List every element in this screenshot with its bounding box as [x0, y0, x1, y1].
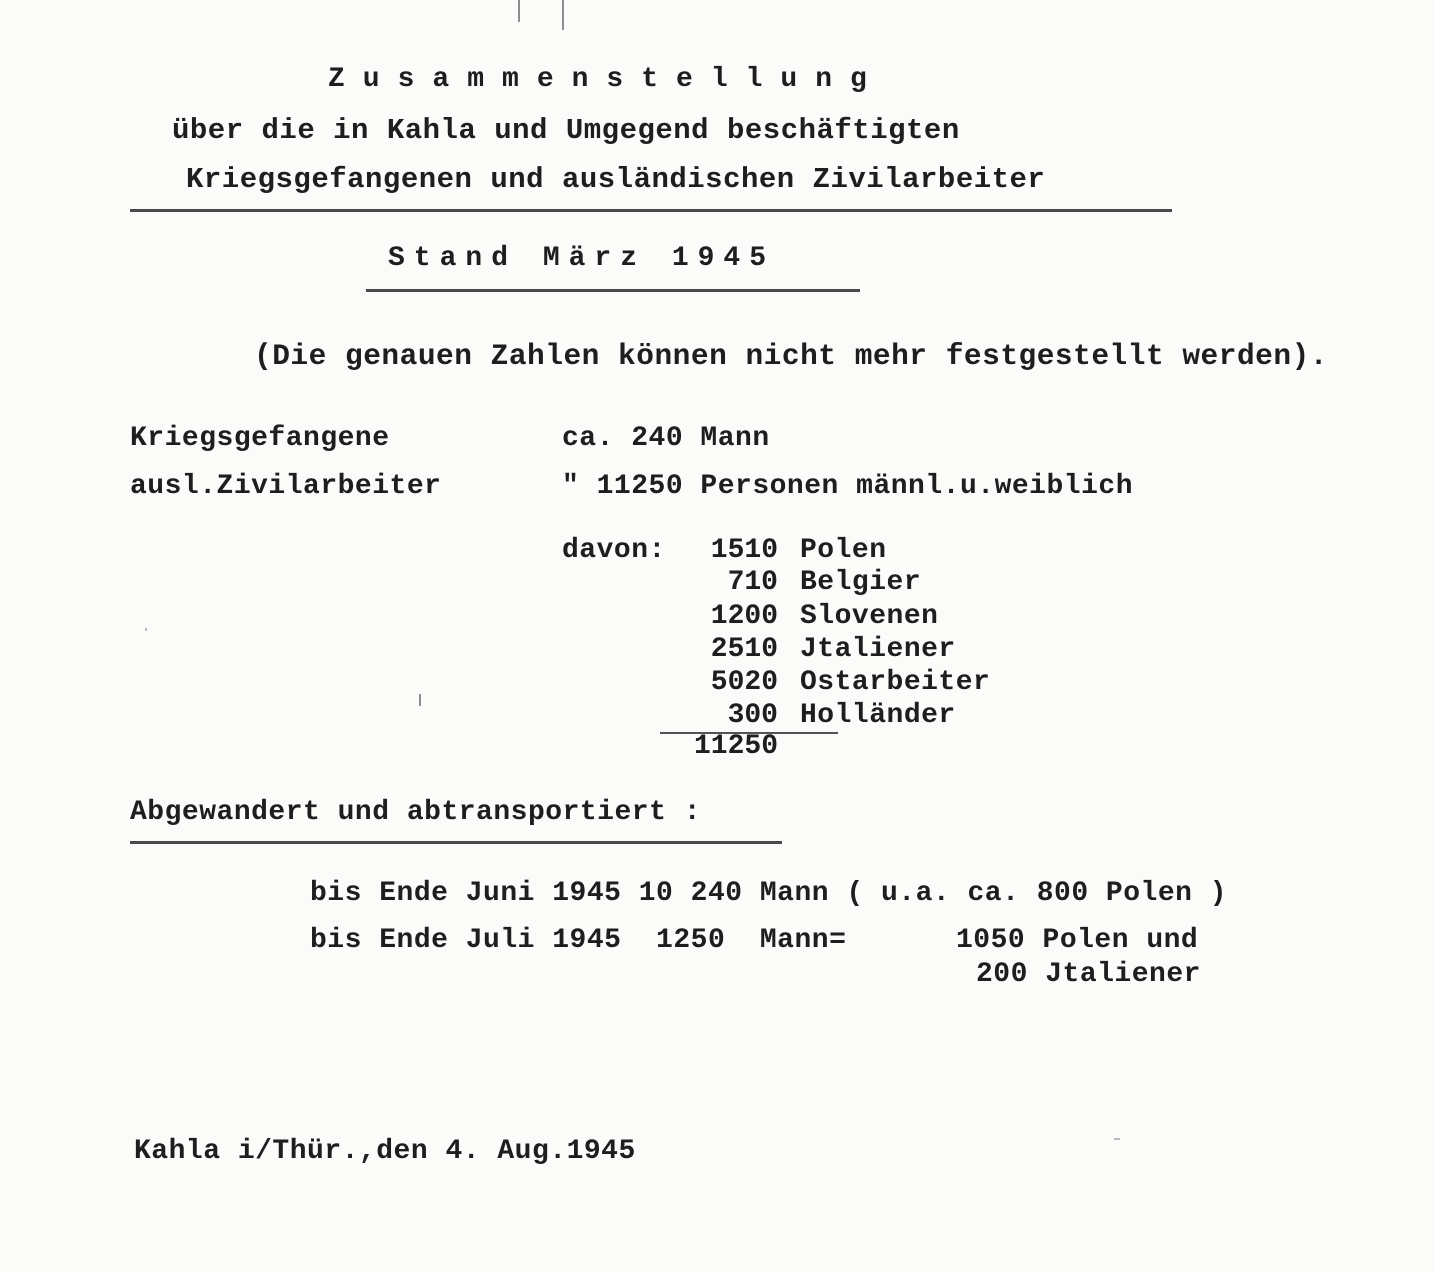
- breakdown-nation: Jtaliener: [800, 634, 956, 665]
- summary-label-civil: ausl.Zivilarbeiter: [130, 471, 442, 502]
- summary-value-pow: ca. 240 Mann: [562, 423, 770, 454]
- title-line-2: über die in Kahla und Umgegend beschäftigten: [172, 114, 960, 147]
- breakdown-count: 1510: [710, 535, 778, 566]
- note-text: (Die genauen Zahlen können nicht mehr festgestellt werden).: [254, 339, 1328, 373]
- breakdown-count: 1200: [710, 601, 778, 632]
- breakdown-nation: Belgier: [800, 567, 922, 598]
- breakdown-total: 11250: [693, 731, 778, 762]
- breakdown-count: 300: [727, 700, 778, 731]
- breakdown-nation: Holländer: [800, 700, 956, 731]
- top-stray-mark: [518, 0, 520, 22]
- summary-label-pow: Kriegsgefangene: [130, 423, 390, 454]
- breakdown-prefix: davon:: [562, 535, 666, 566]
- top-stray-mark-2: [562, 0, 564, 30]
- departures-underline: [130, 841, 782, 844]
- departures-heading: Abgewandert und abtransportiert :: [130, 797, 701, 828]
- breakdown-count: 5020: [710, 667, 778, 698]
- breakdown-nation: Slovenen: [800, 601, 939, 632]
- breakdown-nation: Polen: [800, 535, 887, 566]
- breakdown-count: 710: [727, 567, 778, 598]
- speck: [1114, 1138, 1120, 1140]
- title-line-3: Kriegsgefangenen und ausländischen Zivilarbeiter: [186, 163, 1046, 196]
- departure-july-polen: 1050 Polen und: [956, 925, 1199, 956]
- place-date: Kahla i/Thür.,den 4. Aug.1945: [134, 1136, 636, 1167]
- speck: [145, 628, 147, 631]
- stray-mark: [419, 694, 421, 706]
- stand-underline: [366, 289, 860, 292]
- stand-heading: Stand März 1945: [388, 243, 776, 274]
- breakdown-nation: Ostarbeiter: [800, 667, 991, 698]
- title-underline: [130, 209, 1172, 212]
- breakdown-count: 2510: [710, 634, 778, 665]
- departure-july: bis Ende Juli 1945 1250 Mann=: [310, 925, 847, 956]
- departure-july-italiener: 200 Jtaliener: [976, 959, 1201, 990]
- title-line-1: Zusammenstellung: [328, 64, 885, 95]
- departure-june: bis Ende Juni 1945 10 240 Mann ( u.a. ca. 800 Polen ): [310, 878, 1228, 909]
- summary-value-civil: " 11250 Personen männl.u.weiblich: [562, 471, 1133, 502]
